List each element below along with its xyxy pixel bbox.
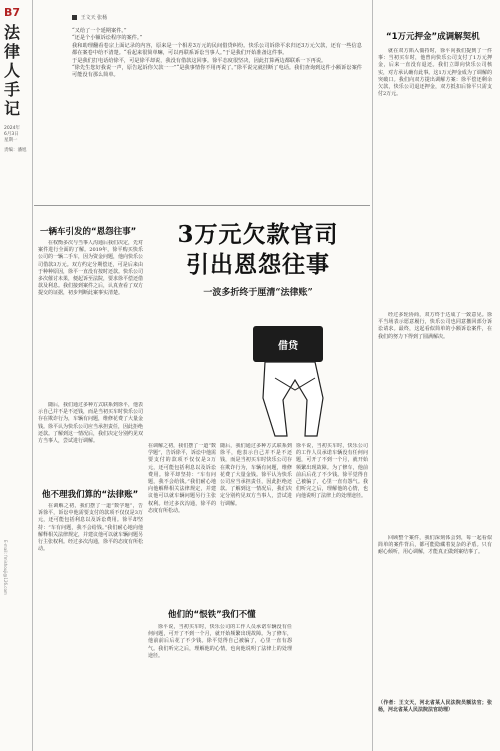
hand-illustration bbox=[263, 362, 323, 436]
mid-column-1: 在调解之初，我们摆了一道“数学题”，告诉徐平，诉讼中他需要支付的款项不仅仅是3万元，还可能包括利息以及诉讼费用。徐平却坚持：“车有问题，我不会给钱。”我们耐心地向他解释相关法律规定，并建议他可以就车辆问题另行主张权利。经过多次沟通，徐平的态度有所松动。 bbox=[148, 443, 216, 514]
divider bbox=[32, 0, 33, 751]
section-title-3: 他们的“恨铁”我们不懂 bbox=[168, 610, 256, 620]
closing-text: 回顾整个案件，我们深刻体会到，每一起看似简单的案件背后，都可能隐藏着复杂的矛盾。只有耐心倾听，用心调解，才能真正做到案结事了。 bbox=[378, 535, 492, 556]
mid-column-2: 随后，我们通过多种方式联系到徐平，他表示自己并不是不还钱，而是当初买车时快乐公司存在欺诈行为，车辆有问题，维修花费了大量金钱。徐平认为快乐公司应当承担责任，因此拒绝还款。了解到这一情况后，我们决定分别约见双方当事人，尝试进行调解。 bbox=[220, 443, 292, 507]
page-number: B7 bbox=[4, 6, 21, 19]
side-column bbox=[4, 6, 30, 153]
editor: 责编：潘旭 bbox=[4, 148, 27, 153]
section-body-2: 在调解之初，我们摆了一道“数学题”，告诉徐平，诉讼中他需要支付的款项不仅仅是3万元，还可能包括利息以及诉讼费用。徐平却坚持：“车有问题，我不会给钱。”我们耐心地向他解释相关法律规定，并建议他可以就车辆问题另行主张权利。经过多次沟通，徐平的态度有所松动。 bbox=[38, 503, 143, 553]
byline-mark bbox=[72, 15, 77, 20]
headline-subtitle: 一波多折终于厘清“法律账” bbox=[203, 288, 313, 298]
column-title: 法律人手记 bbox=[4, 23, 21, 118]
section-title-1: 一辆车引发的“恩怨往事” bbox=[40, 227, 137, 237]
section-title-2: 他不理我们算的“法律账” bbox=[42, 490, 139, 500]
sign-text: 借贷 bbox=[278, 341, 298, 352]
headline bbox=[148, 220, 368, 298]
author-note: （作者：王文天，河北省某人民法院员额法官；张杨，河北省某人民法院法官助理） bbox=[378, 700, 492, 714]
section-title-4: “1万元押金”成调解契机 bbox=[386, 32, 480, 42]
contact-email: E-mail: fmishouji@126.com bbox=[3, 540, 8, 595]
section-body-1b: 随后，我们通过多种方式联系到徐平，他表示自己并不是不还钱，而是当初买车时快乐公司存在欺诈行为，车辆有问题，维修花费了大量金钱。徐平认为快乐公司应当承担责任，因此拒绝还款。了解到这一情况后，我们决定分别约见双方当事人，尝试进行调解。 bbox=[38, 402, 143, 445]
headline-line-2: 引出恩怨往事 bbox=[186, 251, 330, 278]
intro-text: “又给了一个延期案件。” “还是个小额诉讼程序的案件。” 我和助理翻看卷宗上面记录的内容，原来是一个相差3万元的民间借贷纠纷。快乐公司诉徐平求归还3万元欠款，还有一些信息都在案卷中给不清楚。“看起来很简单嘛，可以再联系诉讼当事人。”于是我们开始准备这件事。 于是我们打电话给徐平，可是徐平却说，我没有借款这回事。徐平态度很坚决，因此打算两边都联系一下再说。 “徐先生您好我说一声，原告起诉你欠款一一”“是我事情你不用再说了。”徐平说完就挂断了电话。我们查询到这件小额诉讼案件可能没有那么简单。 bbox=[72, 28, 362, 79]
section-body-4: 就在双方陷入僵持时，徐平向我们提到了一件事：当初买车时，他曾向快乐公司支付了1万元押金，后来一直没有退还。我们立即向快乐公司核实，对方承认确有此事。这1万元押金成为了调解的突破口。我们向双方提出调解方案：徐平偿还剩余欠款，快乐公司退还押金，双方抵扣后徐平只需支付2万元。 bbox=[378, 48, 492, 98]
section-body-1: 在权衡多次与当事人沟通后我们决定，先对案件进行全面的了解。2019年，徐平购买快乐公司的一辆二手车，因为资金问题，他向快乐公司借款3万元。双方约定分期偿还，可是后来由于种种原因，徐平一直没有按时还款。快乐公司多次催讨未果，便起诉至法院，要求徐平偿还借款及利息。我们接到案件之后，认真查看了双方提交的证据，初步判断此案事实清楚。 bbox=[38, 240, 143, 297]
author-byline bbox=[72, 14, 107, 21]
section-body-3: 徐平说，当初买车时，快乐公司的工作人员承诺车辆没有任何问题，可开了不到一个月，就开始频繁出现故障。为了修车，他前前后后花了不少钱。徐平觉得自己被骗了，心里一直有怨气。我们听完之后，理解他的心情，也向他说明了法律上的处理途径。 bbox=[148, 624, 292, 659]
headline-line-1: 3万元欠款官司 bbox=[177, 221, 339, 248]
author-names: 王文天 张杨 bbox=[80, 15, 108, 21]
mid-column-3: 徐平说，当初买车时，快乐公司的工作人员承诺车辆没有任何问题，可开了不到一个月，就开始频繁出现故障。为了修车，他前前后后花了不少钱。徐平觉得自己被骗了，心里一直有怨气。我们听完之后，理解他的心情，也向他说明了法律上的处理途径。 bbox=[296, 443, 368, 500]
section-body-4b: 经过多轮协商，双方终于达成了一致意见。徐平当场表示愿意履行，快乐公司也同意撤回部分诉讼请求。最终，这起看似简单的小额诉讼案件，在我们的努力下得到了圆满解决。 bbox=[378, 312, 492, 340]
header-rule bbox=[34, 205, 370, 206]
issue-date: 2024年 6月3日 星期一 bbox=[4, 126, 20, 143]
illustration bbox=[235, 318, 355, 443]
column-divider bbox=[372, 0, 373, 751]
